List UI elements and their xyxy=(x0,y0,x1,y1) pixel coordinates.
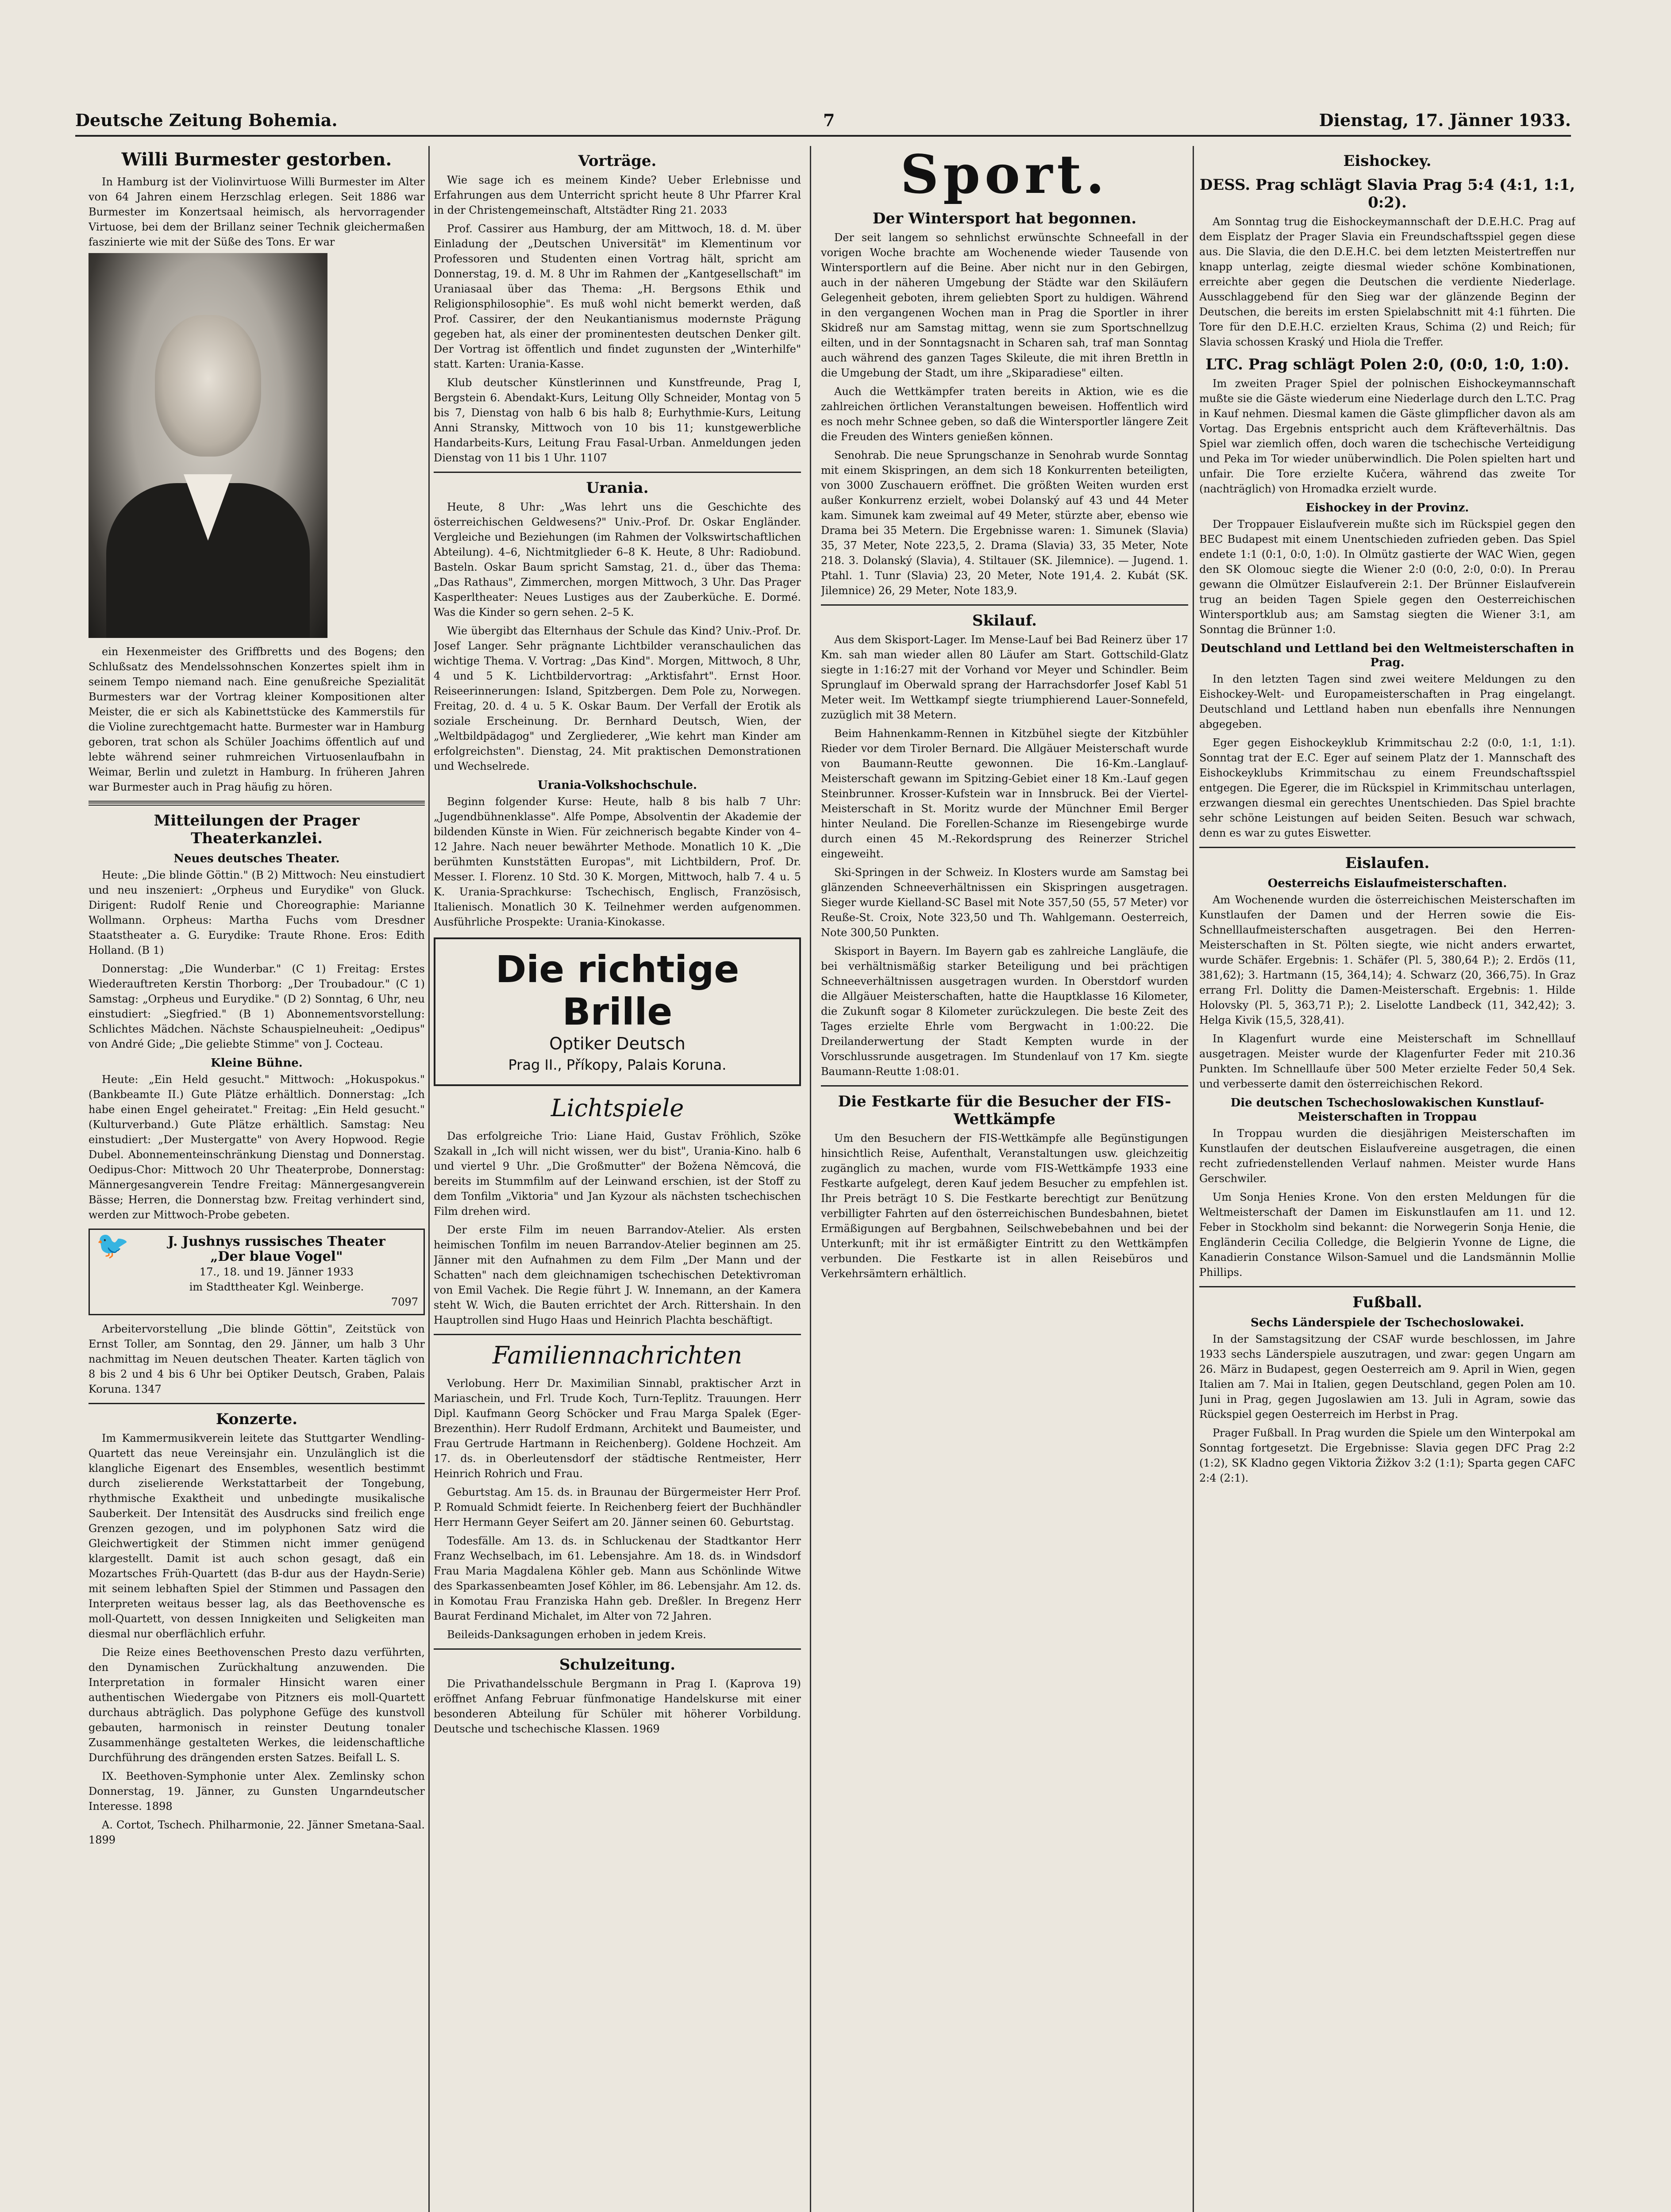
winter-sport-title: Der Wintersport hat begonnen. xyxy=(872,210,1137,227)
theater-advertisement xyxy=(89,1229,425,1315)
cinema-text: Das erfolgreiche Trio: Liane Haid, Gustav Fröhlich, Szöke Szakall in „Ich will nicht wissen, wer du bist", Urania-Kino. halb 6 und viertel 9 Uhr. „Die Großmutter" der Božena Němcová, die bereits im Stummfilm auf der Leinwand erschien, ist der Stoff zu dem Tonfilm „Viktoria" und Jan Kyzour als nächsten tschechischen Film drehen wird. xyxy=(434,1130,801,1217)
lectures-text: Prof. Cassirer aus Hamburg, der am Mittwoch, 18. d. M. über Einladung der „Deutschen Universität" im Klementinum vor Professoren und Studenten einen Vortrag hält, spricht am Donnerstag, 19. d. M. 8 Uhr im Rahmen der „Kantgesellschaft" im Uraniasaal über das Thema: „H. Bergsons Ethik und Religionsphilosophie". Es muß wohl nicht bemerkt werden, daß Prof. Cassirer, der den Neukantianismus modernste Prägung gegeben hat, als einer der prominentesten deutschen Denker gilt. Der Vortrag ist öffentlich und findet zugunsten der „Winterhilfe" statt. Karten: Urania-Kasse. xyxy=(434,223,801,370)
theater-subtitle: Neues deutsches Theater. xyxy=(173,852,340,865)
football-headline: Sechs Länderspiele der Tschechoslowakei. xyxy=(1251,1316,1524,1329)
divider xyxy=(89,1403,425,1404)
beethoven-notice: IX. Beethoven-Symphonie unter Alex. Zemlinsky schon Donnerstag, 19. Jänner, zu Gunsten Ungarndeutscher Interesse. 1898 xyxy=(89,1770,425,1813)
urania-text: Wie übergibt das Elternhaus der Schule das Kind? Univ.-Prof. Dr. Josef Langer. Sehr prägnante Lichtbilder veranschaulichen das wichtige Thema. V. Vortrag: „Das Kind". Morgen, Mittwoch, 8 Uhr, 4 und 5 K. Lichtbildervortrag: „Arktisfahrt". Ernst Hoor. Reiseerinnerungen: Island, Spitzbergen. Dem Pole zu, Norwegen. Freitag, 20. d. 4 u. 5 K. Oskar Baum. Der Verfall der Erotik als soziale Erscheinung. Dr. Bernhard Deutsch, Wien, der „Weltbildpädagog" und Zergliederer, „Wie kehrt man Kinder am erfolgreichsten". Dienstag, 24. Mit praktischen Demonstrationen und Wechselrede. xyxy=(434,625,801,772)
cortot-notice: A. Cortot, Tschech. Philharmonie, 22. Jänner Smetana-Saal. 1899 xyxy=(89,1819,425,1846)
divider xyxy=(821,1085,1188,1087)
column-rule xyxy=(810,146,811,2212)
divider xyxy=(434,1334,801,1335)
family-news-text: Verlobung. Herr Dr. Maximilian Sinnabl, praktischer Arzt in Mariaschein, und Frl. Trude Koch, Turn-Teplitz. Trauungen. Herr Dipl. Kaufmann Georg Schöcker und Frau Marga Spalek (Eger-Brezenthin). Herr Rudolf Erdmann, Architekt und Baumeister, und Frau Gertrude Hartmann in Reichenberg). Goldene Hochzeit. Am 17. ds. in Oberleutensdorf der städtische Rentmeister, Herr Heinrich Rohrich und Frau. xyxy=(434,1377,801,1480)
obituary-text-continued: ein Hexenmeister des Griffbretts und des Bogens; den Schlußsatz des Mendelssohnschen Konzertes spielt ihm in seinem Tempo niemand nach. Eine genußreiche Spezialität Burmesters war der Vortrag kleiner Kompositionen alter Meister, die er sich als Kabinettstücke des Kammerstils für die Violine zurechtgemacht hatte. Burmester war in Hamburg geboren, trat schon als Schüler Joachims öffentlich auf und lebte während seiner ruhmreichen Virtuosenlaufbahn in Weimar, Berlin und zuletzt in Hamburg. In früheren Jahren war Burmester auch in Prag häufig zu hören. xyxy=(89,645,425,793)
theater-text: Heute: „Die blinde Göttin." (B 2) Mittwoch: Neu einstudiert und neu inszeniert: „Orpheus und Eurydike" von Gluck. Dirigent: Rudolf Renie und Choreographie: Marianne Wollmann. Orpheus: Martha Fuchs vom Dresdner Staatstheater a. G. Eurydike: Traute Rhone. Eros: Edith Holland. (B 1) xyxy=(89,869,425,956)
school-news-title: Schulzeitung. xyxy=(559,1656,676,1674)
ski-title: Skilauf. xyxy=(972,612,1037,630)
divider xyxy=(434,1648,801,1650)
family-news-text: Beileids-Danksagungen erhoben in jedem Kreis. xyxy=(447,1628,706,1641)
austria-skating-text: Am Wochenende wurden die österreichischen Meisterschaften im Kunstlaufen der Damen und der Herren sowie die Eis-Schnelllaufmeisterschaften ausgetragen. Bei den Herren-Meisterschaften in St. Pölten siegte, wie nicht anders erwartet, wurde Schäfer. Ergebnis: 1. Schäfer (Pl. 5, 380,64 P.); 2. Erdös (11, 381,62); 3. Hartmann (15, 364,14); 4. Schwarz (20, 366,75). In Graz errang Frl. Dolitty die Damen-Meisterschaft. Ergebnis: 1. Hilde Holovsky (Pl. 5, 363,71 P.); 2. Liselotte Landbeck (11, 342,42); 3. Helga Kivik (15,5, 328,41). xyxy=(1199,894,1575,1026)
ski-text: Beim Hahnenkamm-Rennen in Kitzbühel siegte der Kitzbühler Rieder vor dem Tiroler Bernard. Die Allgäuer Meisterschaft wurde von Baumann-Reutte gewonnen. Die 16-Km.-Langlauf-Meisterschaft gewann im Spitzing-Gebiet einer 18 Km.-Lauf gegen Steinbrunner. Krosser-Kufstein war in Innsbruck. Bei der Viertel-Meisterschaft in St. Moritz wurde der Münchner Emil Berger hinter Neuland. Die Forellen-Schanze im Riesengebirge wurde durch einen 45 M.-Rekordsprung des Reinerzer Strichel eingeweiht. xyxy=(821,727,1188,860)
ad-address: Prag II., Příkopy, Palais Koruna. xyxy=(508,1056,727,1073)
column-2 xyxy=(434,146,801,2212)
newspaper-name: Deutsche Zeitung Bohemia. xyxy=(75,110,338,130)
austria-skating-title: Oesterreichs Eislaufmeisterschaften. xyxy=(1267,877,1507,890)
theater-text: Donnerstag: „Die Wunderbar." (C 1) Freitag: Erstes Wiederauftreten Kerstin Thorborg: „Der Troubadour." (C 1) Samstag: „Orpheus und Eurydike." (D 2) Sonntag, 6 Uhr, neu einstudiert: „Siegfried." (B 1) Abonnementsvorstellung: Schlichtes Mädchen. Nächste Schauspielneuheit: „Oedipus" von André Gide; „Die geliebte Stimme" von J. Cocteau. xyxy=(89,963,425,1050)
ice-hockey-title: Eishockey. xyxy=(1343,152,1432,170)
cinema-text: Der erste Film im neuen Barrandov-Atelier. Als ersten heimischen Tonfilm im neuen Barrandov-Atelier beginnen am 25. Jänner mit den Aufnahmen zu dem Film „Der Mann und der Schatten" nach dem gleichnamigen tschechischen Detektivroman von Emil Vachek. Die Regie führt J. W. Innemann, an der Kamera steht W. Wich, die Bauten errichtet der Arch. Rittershain. In den Hauptrollen sind Hugo Haas und Heinrich Plachta beschäftigt. xyxy=(434,1224,801,1326)
football-title: Fußball. xyxy=(1352,1294,1422,1311)
column-4 xyxy=(1199,146,1575,2212)
ad-play-name: „Der blaue Vogel" xyxy=(210,1249,343,1264)
world-championship-text: In den letzten Tagen sind zwei weitere Meldungen zu den Eishockey-Welt- und Europameisterschaften in Prag eingelangt. Deutschland und Lettland haben nun ebenfalls ihre Nennungen abgegeben. xyxy=(1199,673,1575,730)
family-news-text: Todesfälle. Am 13. ds. in Schluckenau der Stadtkantor Herr Franz Wechselbach, im 61. Lebensjahre. Am 18. ds. in Windsdorf Frau Maria Magdalena Köhler geb. Mann aus Schönlinde Witwe des Sparkassenbeamten Josef Köhler, im 86. Lebensjahr. Am 12. ds. in Komotau Frau Franziska Hahn geb. Dreßler. In Bregenz Herr Baurat Ferdinand Michalet, im Alter von 72 Jahren. xyxy=(434,1535,801,1622)
page-header xyxy=(75,108,1571,137)
province-hockey-text: Der Troppauer Eislaufverein mußte sich im Rückspiel gegen den BEC Budapest mit einem Unentschieden zufrieden geben. Das Spiel endete 1:1 (0:1, 0:0, 1:0). In Olmütz gastierte der WAC Wien, gegen den SK Olomouc siegte die Wiener 2:0 (0:0, 2:0, 0:0). In Prerau gewann die Olmützer Eislaufverein 2:1. Der Brünner Eislaufverein trug an beiden Tagen Spiele gegen den Oesterreichischen Wintersportklub aus; am Samstag siegten die Wiener 3:1, am Sonntag die Brünner 1:0. xyxy=(1199,518,1575,636)
fis-title: Die Festkarte für die Besucher der FIS-Wettkämpfe xyxy=(838,1093,1171,1128)
divider xyxy=(1199,847,1575,848)
fis-text: Um den Besuchern der FIS-Wettkämpfe alle Begünstigungen hinsichtlich Reise, Aufenthalt, Veranstaltungen usw. gleichzeitig zugänglich zu machen, wurde vom FIS-Wettkämpfe 1933 eine Festkarte aufgelegt, deren Kauf jedem Besucher zu empfehlen ist. Ihr Preis beträgt 10 S. Die Festkarte berechtigt zur Benützung verbilligter Fahrten auf den österreichischen Bundesbahnen, bietet Ermäßigungen auf Bergbahnen, Seilschwebebahnen und bei der Unterkunft; mit ihr ist ermäßigter Eintritt zu den Wettkämpfen verbunden. Die Festkarte ist in allen Reisebüros und Verkehrsämtern erhältlich. xyxy=(821,1132,1188,1280)
divider xyxy=(1199,1286,1575,1287)
ad-dates: 17., 18. und 19. Jänner 1933 xyxy=(199,1266,354,1278)
ad-company: Optiker Deutsch xyxy=(549,1034,685,1053)
concerts-title: Konzerte. xyxy=(216,1410,298,1428)
cinema-title: Lichtspiele xyxy=(551,1094,684,1122)
family-news-text: Geburtstag. Am 15. ds. in Braunau der Bürgermeister Herr Prof. P. Romuald Schmidt feierte. In Reichenberg feiert der Buchhändler Herr Hermann Geyer Seifert am 20. Jänner seinen 60. Geburtstag. xyxy=(434,1486,801,1528)
klagenfurt-text: In Klagenfurt wurde eine Meisterschaft im Schnelllauf ausgetragen. Meister wurde der Klagenfurter Feder mit 210.36 Punkten. Im Schnelllaufe über 500 Meter erzielte Feder 50,4 Sek. und verbesserte damit den österreichischen Rekord. xyxy=(1199,1033,1575,1090)
divider xyxy=(821,604,1188,606)
family-news-title: Familiennachrichten xyxy=(492,1341,743,1369)
henie-text: Um Sonja Henies Krone. Von den ersten Meldungen für die Weltmeisterschaft der Damen im Eiskunstlaufen am 11. und 12. Feber in Stockholm sind bekannt: die Norwegerin Sonja Henie, die Engländerin Cecilia Colledge, die Belgierin Yvonne de Ligne, die Kanadierin Constance Wilson-Samuel und die Landsmännin Mollie Phillips. xyxy=(1199,1191,1575,1279)
eger-match-text: Eger gegen Eishockeyklub Krimmitschau 2:2 (0:0, 1:1, 1:1). Sonntag trat der E.C. Eger auf seinem Platz der 1. Mannschaft des Eishockeyklubs Krimmitschau zu einem Freundschaftsspiel entgegen. Die Egerer, die im Rückspiel in Krimmitschau unterlagen, erzwangen diesmal ein gerechtes Unentschieden. Das Spiel brachte sehr schöne Leistungen auf beiden Seiten. Besuch war schwach, denn es war zu gutes Eiswetter. xyxy=(1199,737,1575,839)
urania-title: Urania. xyxy=(586,479,649,497)
ski-text: Aus dem Skisport-Lager. Im Mense-Lauf bei Bad Reinerz über 17 Km. sah man wieder allen 80 Läufer am Start. Gottschild-Glatz siegte in 1:16:27 mit der Vorhand vor Meyer und Schindler. Beim Sprunglauf im Oberwald sprang der Harrachsdorfer Josef Kabl 51 Meter weit. Im Wettkampf siegte triumphierend Lauer-Sonnefeld, zuzüglich mit 38 Metern. xyxy=(821,634,1188,721)
bird-icon: 🐦 xyxy=(96,1230,129,1261)
divider xyxy=(89,801,425,806)
ski-text: Skisport in Bayern. Im Bayern gab es zahlreiche Langläufe, die bei verhältnismäßig starker Beteiligung und bei prächtigen Schneeverhältnissen ausgetragen wurden. In Oberstdorf wurden die Allgäuer Meisterschaften, hatte die Hauptklasse 16 Kilometer, die Zukunft sogar 8 Kilometer zurückzulegen. Die beste Zeit des Tages erzielte Ehrle vom Bergwacht in 1:00:22. Die Dreilanderwertung der Stadt Kempten wurde in der Vorschlussrunde ausgetragen. Im Stundenlauf von 17 Km. siegte Baumann-Reutte 1:08:01. xyxy=(821,945,1188,1078)
small-stage-text: Heute: „Ein Held gesucht." Mittwoch: „Hokuspokus." (Bankbeamte II.) Gute Plätze erhältlich. Donnerstag: „Ich habe einen Engel geheiratet." Freitag: „Ein Held gesucht." (Kulturverband.) Gute Plätze erhältlich. Samstag: Neu einstudiert: „Der Mustergatte" von Avery Hopwood. Regie Dubel. Abonnementeinschränkung Dienstag und Donnerstag. Oedipus-Chor: Mittwoch 20 Uhr Theaterprobe, Donnerstag: Männergesangverein Tendre Freitag: Männergesangverein Bässe; Herren, die Donnerstag bzw. Freitag verhindert sind, werden zur Mittwoch-Probe gebeten. xyxy=(89,1073,425,1221)
column-1 xyxy=(89,146,425,2212)
club-notice: Klub deutscher Künstlerinnen und Kunstfreunde, Prag I, Bergstein 6. Abendakt-Kurs, Leitung Olly Schneider, Montag von 5 bis 7, Dienstag von halb 6 bis halb 8; Eurhythmie-Kurs, Leitung Anni Stransky, Mittwoch von 10 bis 11; kunstgewerbliche Handarbeits-Kurs, Leitung Frau Fasal-Urban. Anmeldungen jeden Dienstag von 11 bis 1 Uhr. 1107 xyxy=(434,376,801,464)
concerts-text: Im Kammermusikverein leitete das Stuttgarter Wendling-Quartett das neue Vereinsjahr ein. Unzulänglich ist die klangliche Eigenart des Ensembles, wesentlich bestimmt durch ziselierende Werkstattarbeit der Tongebung, rhythmische Exaktheit und unbedingte musikalische Sauberkeit. Der Intensität des Ausdrucks sind freilich enge Grenzen gezogen, und im polyphonen Satz wird die Gleichwertigkeit der Stimmen nicht immer genügend klargestellt. Damit ist auch schon gesagt, daß ein Mozartsches Früh-Quartett (das B-dur aus der Haydn-Serie) mit seinem lebhaften Spiel der Stimmen und Passagen den Interpreten weitaus besser lag, als das Beethovensche es moll-Quartett, von dessen Innigkeiten und Seligkeiten man diesmal nur oberflächlich erfuhr. xyxy=(89,1432,425,1640)
workers-performance-text: Arbeitervorstellung „Die blinde Göttin", Zeitstück von Ernst Toller, am Sonntag, den 29. Jänner, um halb 3 Uhr nachmittag im Neuen deutschen Theater. Karten täglich von 8 bis 2 und 4 bis 6 Uhr bei Optiker Deutsch, Graben, Palais Koruna. 1347 xyxy=(89,1323,425,1395)
football-text: In der Samstagsitzung der CSAF wurde beschlossen, im Jahre 1933 sechs Länderspiele auszutragen, und zwar: gegen Ungarn am 26. März in Budapest, gegen Oesterreich am 9. April in Wien, gegen Italien am 7. Mai in Italien, gegen Deutschland, gegen Polen am 10. Juni in Prag, gegen Jugoslawien am 13. Juli in Agram, sowie das Rückspiel gegen Oesterreich im Herbst in Prag. xyxy=(1199,1333,1575,1421)
province-hockey-title: Eishockey in der Provinz. xyxy=(1305,501,1469,515)
football-text: Prager Fußball. In Prag wurden die Spiele um den Winterpokal am Sonntag fortgesetzt. Die Ergebnisse: Slavia gegen DFC Prag 2:2 (1:2), SK Kladno gegen Viktoria Žižkov 3:2 (1:1); Sparta gegen CAFC 2:4 (2:1). xyxy=(1199,1427,1575,1484)
sport-section-title: Sport. xyxy=(900,146,1109,206)
lectures-text: Wie sage ich es meinem Kinde? Ueber Erlebnisse und Erfahrungen aus dem Unterricht spricht heute 8 Uhr Pfarrer Kral in der Christengemeinschaft, Altstädter Ring 21. 2033 xyxy=(434,174,801,216)
skating-title: Eislaufen. xyxy=(1345,854,1430,872)
czech-skating-title: Die deutschen Tschechoslowakischen Kunstlauf-Meisterschaften in Troppau xyxy=(1230,1096,1544,1124)
urania-school-title: Urania-Volkshochschule. xyxy=(537,779,697,792)
czech-skating-text: In Troppau wurden die diesjährigen Meisterschaften im Kunstlaufen der deutschen Eislaufvereine ausgetragen, die einen recht zufriedenstellenden Verlauf nahmen. Meister wurde Hans Gerschwiler. xyxy=(1199,1127,1575,1185)
column-rule xyxy=(428,146,430,2212)
ski-text: Ski-Springen in der Schweiz. In Klosters wurde am Samstag bei glänzenden Schneeverhältnissen ein Skispringen ausgetragen. Sieger wurde Kielland-SC Basel mit Note 357,50 (55, 57 Meter) vor Reuße-St. Croix, Note 323,50 und Th. Wahlgemann. Oesterreich, Note 300,50 Punkten. xyxy=(821,866,1188,939)
ad-number: 7097 xyxy=(391,1296,418,1308)
concerts-text: Die Reize eines Beethovenschen Presto dazu verführten, den Dynamischen Zurückhaltung anzuwenden. Die Interpretation in formaler Hinsicht waren einer authentischen Wiedergabe von Pitzners eis moll-Quartett durchaus abträglich. Das polyphone Gefüge des kunstvoll gebauten, harmonisch in reinster Deutung tonaler Zusammenhänge gestalteten Werkes, die leidenschaftliche Durchführung des drängenden ersten Satzes. Beifall L. S. xyxy=(89,1646,425,1764)
urania-school-text: Beginn folgender Kurse: Heute, halb 8 bis halb 7 Uhr: „Jugendbühnenklasse". Alfe Pompe, Absolventin der Akademie der bildenden Künste in Wien. Für zeichnerisch begabte Kinder von 4–12 Jahre. Nach neuer bewährter Methode. Monatlich 10 K. „Die berühmten Kunststätten Europas", mit Lichtbildern, Prof. Dr. Messer. I. Florenz. 10 Std. 30 K. Morgen, Mittwoch, halb 7. 4 u. 5 K. Urania-Sprachkurse: Tschechisch, Englisch, Französisch, Italienisch. Monatlich 30 K. Teilnehmer werden aufgenommen. Ausführliche Prospekte: Urania-Kinokasse. xyxy=(434,795,801,928)
column-3 xyxy=(821,146,1188,2212)
ad-headline: Die richtige Brille xyxy=(495,948,739,1033)
column-rule xyxy=(1193,146,1194,2212)
obituary-title: Willi Burmester gestorben. xyxy=(121,149,392,170)
portrait-photo xyxy=(89,253,327,638)
ad-venue: im Stadttheater Kgl. Weinberge. xyxy=(189,1281,364,1293)
winter-sport-text: Senohrab. Die neue Sprungschanze in Senohrab wurde Sonntag mit einem Skispringen, an dem sich 18 Konkurrenten beteiligten, von 3000 Zuschauern eröffnet. Die größten Weiten wurden erst außer Konkurrenz erzielt, wobei Dolanský auf 43 und 44 Meter kam. Simunek kam zweimal auf 49 Meter, stürzte aber, ebenso wie Drama bei 35 Metern. Die Ergebnisse waren: 1. Simunek (Slavia) 35, 37 Meter, Note 223,5, 2. Drama (Slavia) 33, 35 Meter, Note 218. 3. Dolanský (Slavia), 4. Stiltauer (SK. Jilemnice). — Jugend. 1. Ptahl. 1. Tunr (Slavia) 23, 20 Meter, Note 191,4. 2. Kubát (SK. Jilemnice) 26, 29 Meter, Note 183,9. xyxy=(821,449,1188,597)
ice-hockey-text: Im zweiten Prager Spiel der polnischen Eishockeymannschaft mußte sie die Gäste wiederum eine Niederlage durch den L.T.C. Prag in Kauf nehmen. Diesmal kamen die Gäste glimpflicher davon als am Vortag. Das Ergebnis entspricht auch dem Kräfteverhältnis. Das Spiel war ziemlich offen, doch waren die tschechische Verteidigung und Peka im Tor wieder unüberwindlich. Die Polen spielten hart und unfair. Die Tore erzielte Kučera, während das zweite Tor (nachträglich) von Hromadka erzielt wurde. xyxy=(1199,377,1575,495)
ad-theater-name: J. Jushnys russisches Theater xyxy=(168,1234,385,1249)
ice-hockey-text: Am Sonntag trug die Eishockeymannschaft der D.E.H.C. Prag auf dem Eisplatz der Prager Slavia ein Freundschaftsspiel gegen diese aus. Die Slavia, die den D.E.H.C. bei dem letzten Meistertreffen nur knapp unterlag, zeigte diesmal wieder schöne Kombinationen, erreichte aber gegen die Deutschen die verdiente Niederlage. Ausschlaggebend für den Sieg war der glänzende Beginn der Deutschen, die bereits im ersten Spielabschnitt mit 4:1 führten. Die Tore für den D.E.H.C. erzielten Kraus, Schima (2) und Reich; für Slavia schossen Kraský und Hiola die Treffer. xyxy=(1199,215,1575,348)
winter-sport-text: Auch die Wettkämpfer traten bereits in Aktion, wie es die zahlreichen örtlichen Veranstaltungen beweisen. Hoffentlich wird es noch mehr Schnee geben, so daß die Wintersportler längere Zeit die Freuden des Winters genießen können. xyxy=(821,385,1188,443)
lectures-title: Vorträge. xyxy=(578,152,657,170)
winter-sport-text: Der seit langem so sehnlichst erwünschte Schneefall in der vorigen Woche brachte am Wochenende wieder Tausende von Wintersportlern auf die Beine. Aber nicht nur in den Gebirgen, auch in der näheren Umgebung der Städte war den Skiläufern Gelegenheit geboten, ihrem geliebten Sport zu huldigen. Während in den vergangenen Wochen man in Prag die Sportler in ihrer Skidreß nur am Samstag mittag, wenn sie zum Sportschnellzug eilten, und in der Sonntagsnacht in Scharen sah, traf man Sonntag auch während des ganzen Tages Skileute, die mit ihren Brettln in die Umgebung der Stadt, um ihre „Skiparadiese" eilten. xyxy=(821,231,1188,379)
small-stage-subtitle: Kleine Bühne. xyxy=(211,1056,303,1070)
urania-text: Heute, 8 Uhr: „Was lehrt uns die Geschichte des österreichischen Geldwesens?" Univ.-Prof. Dr. Oskar Engländer. Vergleiche und Beziehungen (im Rahmen der Volkswirtschaftlichen Abteilung). 4–6, Nichtmitglieder 6–8 K. Heute, 8 Uhr: Radiobund. Basteln. Oskar Baum spricht Samstag, 21. d., über das Thema: „Das Rathaus", Zimmerchen, morgen Mittwoch, 3 Uhr. Das Prager Kasperltheater: Neues Lustiges aus der Zauberküche. E. Dormé. Was die Kinder so gern sehen. 2–5 K. xyxy=(434,501,801,618)
school-news-text: Die Privathandelsschule Bergmann in Prag I. (Kaprova 19) eröffnet Anfang Februar fünfmonatige Handelskurse mit einer besonderen Abteilung für Schüler mit höherer Vorbildung. Deutsche und tschechische Klassen. 1969 xyxy=(434,1678,801,1735)
optician-advertisement xyxy=(434,937,801,1086)
ice-hockey-headline: LTC. Prag schlägt Polen 2:0, (0:0, 1:0, 1:0). xyxy=(1205,356,1569,373)
issue-date: Dienstag, 17. Jänner 1933. xyxy=(1319,110,1571,130)
obituary-text: In Hamburg ist der Violinvirtuose Willi Burmester im Alter von 64 Jahren einem Herzschlag erlegen. Seit 1886 war Burmester im Konzertsaal heimisch, als hervorragender Virtuose, bei dem der Brillanz seiner Technik gleichermaßen faszinierte wie mit der Süße des Tons. Er war xyxy=(89,176,425,248)
theater-section-title: Mitteilungen der Prager Theaterkanzlei. xyxy=(154,812,360,847)
world-championship-title: Deutschland und Lettland bei den Weltmeisterschaften in Prag. xyxy=(1200,642,1575,669)
page-number: 7 xyxy=(823,110,835,130)
divider xyxy=(434,472,801,473)
ice-hockey-headline: DESS. Prag schlägt Slavia Prag 5:4 (4:1, 1:1, 0:2). xyxy=(1199,176,1575,211)
